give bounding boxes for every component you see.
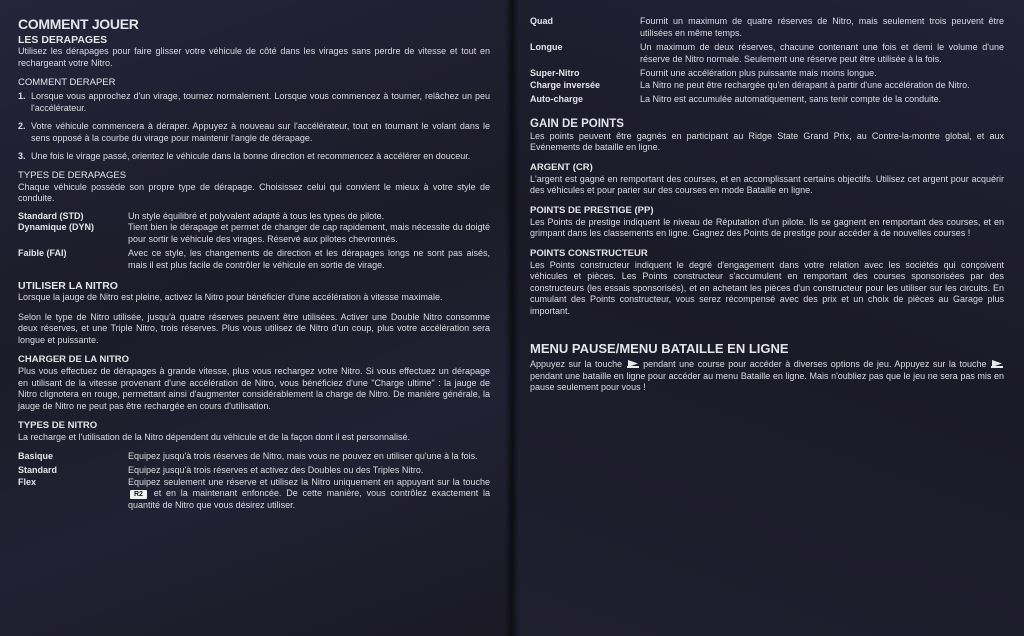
drift-step: [18, 151, 490, 163]
nitro-text-1: Lorsque la jauge de Nitro est pleine, activez la Nitro pour bénéficier d'une accélération à vitesse maximale.: [18, 292, 443, 302]
nitro-type-desc: Un maximum de deux réserves, chacune contenant une fois et demi le volume d'une réserve de Nitro normale. Seulement une réserve peut être utilisée à la fois.: [640, 42, 1004, 64]
prestige-heading: POINTS DE PRESTIGE (PP): [530, 204, 654, 216]
prestige-text: Les Points de prestige indiquent le niveau de Réputation d'un pilote. Ils se gagnent en remportant des courses, et en grimpant dans les classements en ligne. Gagnez des Points de prestige pour accéder à de nouvelles courses !: [530, 216, 1004, 238]
step-number: 2.: [18, 121, 26, 131]
gain-heading: GAIN DE POINTS: [530, 117, 624, 130]
nitro-type-term: Longue: [530, 42, 563, 52]
menu-heading: MENU PAUSE/MENU BATAILLE EN LIGNE: [530, 341, 789, 356]
flex-desc-after: et en la maintenant enfoncée. De cette manière, vous contrôlez exactement la quantité de Nitro que vous désirez utiliser.: [128, 488, 490, 510]
drift-type-desc: Avec ce style, les changements de direction et les dérapages longs ne sont pas aisés, mais il est plus facile de contrôler le véhicule en sortie de virage.: [128, 248, 490, 270]
menu-text-part-1: Appuyez sur la touche: [530, 359, 623, 369]
page-title: COMMENT JOUER: [18, 16, 139, 32]
menu-text-part-2: pendant une course pour accéder à diverses options de jeu. Appuyez sur la touche: [643, 359, 987, 369]
charger-text: Plus vous effectuez de dérapages à grande vitesse, plus vous rechargez votre Nitro. Si vous effectuez un dérapage en utilisant de la vitesse provenant d'une accélération de Nitro, vous bénéficiez d'une "Charge ultime" : la jauge de Nitro clignotera en rouge, permettant ainsi d'augmenter considérablement la charge de Nitro. De manière générale, la jauge de Nitro ne peut pas être rechargée en cours d'utilisation.: [18, 366, 490, 411]
nitro-type-desc: Equipez jusqu'à trois réserves de Nitro, mais vous ne pouvez en utiliser qu'une à la fois.: [128, 450, 478, 461]
drift-type-desc: Tient bien le dérapage et permet de changer de cap rapidement, mais nécessite du doigté pour sortir le véhicule des virages. Réservé aux pilotes chevronnés.: [128, 222, 490, 244]
gain-text: Les points peuvent être gagnés en participant au Ridge State Grand Prix, au Contre-la-montre global, et aux Evénements de bataille en ligne.: [530, 130, 1004, 152]
types-nitro-text: La recharge et l'utilisation de la Nitro dépendent du véhicule et de la façon dont il est personnalisé.: [18, 432, 410, 442]
nitro-type-term: Quad: [530, 16, 554, 26]
step-text: Une fois le virage passé, orientez le véhicule dans la bonne direction et recommencez à accélérer en douceur.: [31, 151, 471, 161]
argent-text: L'argent est gagné en remportant des courses, et en accomplissant certains objectifs. Utilisez cet argent pour acquérir des véhicules et pour parier sur des courses en mode Bataille en ligne.: [530, 173, 1004, 195]
r2-button-icon: R2: [130, 490, 147, 499]
drift-steps-list: [18, 91, 490, 163]
nitro-type-desc: Fournit une accélération plus puissante mais moins longue.: [640, 68, 877, 78]
book-gutter: [505, 0, 519, 636]
nitro-type-desc: La Nitro est accumulée automatiquement, sans tenir compte de la conduite.: [640, 94, 942, 104]
types-derapages-heading: TYPES DE DERAPAGES: [18, 169, 127, 181]
menu-text-part-3: pendant une bataille en ligne pour accéder au menu Bataille en ligne. Mais n'oubliez pas que le jeu ne sera pas mis en pause seulement pour vous !: [530, 370, 1004, 392]
nitro-type-term: Basique: [18, 450, 54, 461]
derapages-text: Utilisez les dérapages pour faire glisser votre véhicule de côté dans les virages sans perdre de vitesse et tout en rechargeant votre Nitro.: [18, 46, 490, 68]
step-text: Votre véhicule commencera à déraper. Appuyez à nouveau sur l'accélérateur, tout en tournant le volant dans le sens opposé à la courbe du virage pour maintenir l'angle de dérapage.: [31, 121, 490, 143]
start-button-icon: [991, 359, 1003, 368]
constructeur-text: Les Points constructeur indiquent le degré d'engagement dans votre relation avec les sociétés qui conçoivent véhicules et pièces. Les Points constructeur s'accumulent en remportant des courses sponsorisées par des constructeurs (les essais sponsorisés), et en achetant les pièces d'un constructeur pour les utiliser sur les circuits. En cumulant des Points constructeur, vous serez récompensé avec des prix et un choix de pièces au Garage plus important.: [530, 259, 1004, 316]
nitro-type-desc: Fournit un maximum de quatre réserves de Nitro, mais seulement trois peuvent être utilisées en même temps.: [640, 16, 1004, 38]
nitro-text-2: Selon le type de Nitro utilisée, jusqu'à quatre réserves peuvent être utilisées. Activer une Double Nitro consomme deux réserves, et une Triple Nitro, trois réserves. Plus vous utilisez de Nitro d'un coup, plus votre accélération sera longue et puissante.: [18, 311, 490, 345]
step-text: Lorsque vous approchez d'un virage, tournez normalement. Lorsque vous commencez à tourner, relâchez un peu l'accélérateur.: [31, 91, 490, 113]
drift-type-desc: Un style équilibré et polyvalent adapté à tous les types de pilote.: [128, 210, 385, 221]
nitro-type-term: Flex: [18, 476, 37, 487]
drift-type-term: Dynamique (DYN): [18, 222, 95, 232]
nitro-types-table-continued: [530, 16, 1004, 109]
step-number: 3.: [18, 151, 26, 161]
step-number: 1.: [18, 91, 26, 101]
argent-heading: ARGENT (CR): [530, 161, 593, 173]
drift-step: [18, 121, 490, 144]
right-page: [512, 0, 1024, 636]
nitro-types-table: [18, 451, 490, 515]
nitro-heading: UTILISER LA NITRO: [18, 280, 118, 292]
drift-type-term: Faible (FAI): [18, 248, 67, 258]
derapages-heading: LES DERAPAGES: [18, 34, 108, 46]
charger-heading: CHARGER DE LA NITRO: [18, 354, 130, 365]
nitro-type-term: Super-Nitro: [530, 68, 580, 78]
menu-text: [530, 359, 1004, 394]
types-nitro-heading: TYPES DE NITRO: [18, 420, 98, 431]
nitro-type-term: Standard: [18, 465, 58, 475]
types-derapages-text: Chaque véhicule possède son propre type de dérapage. Choisissez celui qui convient le mieux à votre style de conduite.: [18, 181, 490, 203]
drift-step: [18, 91, 490, 114]
nitro-type-term: Charge inversée: [530, 79, 601, 90]
drift-type-term: Standard (STD): [18, 210, 84, 221]
drift-types-table: [18, 211, 490, 275]
start-button-icon: [627, 359, 639, 368]
constructeur-heading: POINTS CONSTRUCTEUR: [530, 247, 648, 259]
flex-desc-before: Equipez seulement une réserve et utilisez la Nitro uniquement en appuyant sur la touche: [128, 476, 490, 487]
nitro-type-desc-flex: [128, 477, 490, 512]
comment-deraper-heading: COMMENT DERAPER: [18, 77, 116, 88]
nitro-type-desc: Equipez jusqu'à trois réserves et activez des Doubles ou des Triples Nitro.: [128, 465, 424, 475]
nitro-type-desc: La Nitro ne peut être rechargée qu'en dérapant à partir d'une accélération de Nitro.: [640, 79, 970, 90]
nitro-type-term: Auto-charge: [530, 94, 584, 104]
